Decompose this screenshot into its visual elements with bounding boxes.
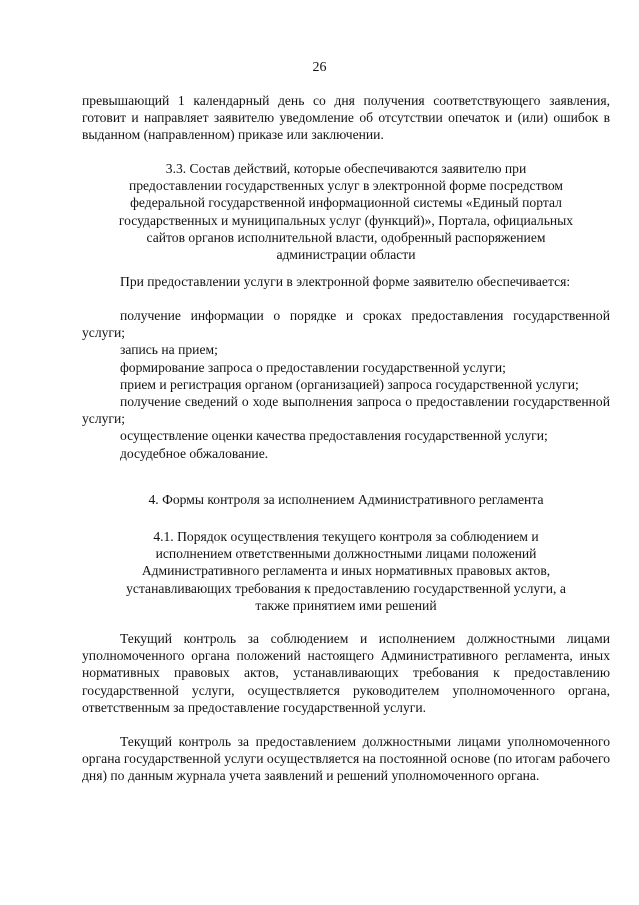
heading-line: администрации области [276,247,416,263]
list-item: запись на прием; [120,342,218,358]
heading-line: 3.3. Состав действий, которые обеспечиваются заявителю при [165,161,527,176]
heading-line: 4.1. Порядок осуществления текущего контроля за соблюдением и [153,529,539,544]
heading-line: также принятием ими решений [255,597,437,613]
section-4-1-heading [82,528,610,614]
heading-line: сайтов органов исполнительной власти, одобренный распоряжением [146,229,546,245]
list-item: прием и регистрация органом (организацией) запроса государственной услуги; [120,376,579,392]
heading-line: государственных и муниципальных услуг (функций)», Портала, официальных [118,212,574,228]
list-item: получение сведений о ходе выполнения запроса о предоставлении государственной услуги; [82,394,610,427]
list-item: получение информации о порядке и сроках предоставления государственной услуги; [82,308,610,341]
heading-line: исполнением ответственными должностными лицами положений [155,546,537,562]
section-3-3-heading [86,160,606,263]
heading-line: Административного регламента и иных нормативных правовых актов, [141,563,551,579]
section-4-1-paragraph-2: Текущий контроль за предоставлением должностными лицами уполномоченного органа государственной услуги осуществляется на постоянной основе (по итогам рабочего дня) по данным журнала учета заявлений и решений уполномоченного органа. [82,734,610,784]
section-3-3-list [82,307,610,462]
section-4-1-paragraph-1: Текущий контроль за соблюдением и исполнением должностными лицами уполномоченного органа положений настоящего Административного регламента, иных нормативных правовых актов, устанавливающих требования к предоставлению государственной услуги, осуществляется руководителем уполномоченного органа, ответственным за предоставление государственной услуги. [82,631,610,715]
list-item: осуществление оценки качества предоставления государственной услуги; [120,428,548,444]
heading-line: устанавливающих требования к предоставлению государственной услуги, а [126,580,566,596]
intro-paragraph: превышающий 1 календарный день со дня получения соответствующего заявления, готовит и направляет заявителю уведомление об отсутствии опечаток и (или) ошибок в выданном (направленном) приказе или заключении. [82,93,610,143]
list-item: формирование запроса о предоставлении государственной услуги; [120,359,506,375]
heading-line: федеральной государственной информационной системы «Единый портал [130,195,562,211]
list-item: досудебное обжалование. [120,445,269,461]
section-4-heading: 4. Формы контроля за исполнением Административного регламента [148,492,544,507]
page-number: 26 [312,60,327,75]
heading-line: предоставлении государственных услуг в электронной форме посредством [128,178,563,194]
section-3-3-intro: При предоставлении услуги в электронной форме заявителю обеспечивается: [120,274,571,289]
